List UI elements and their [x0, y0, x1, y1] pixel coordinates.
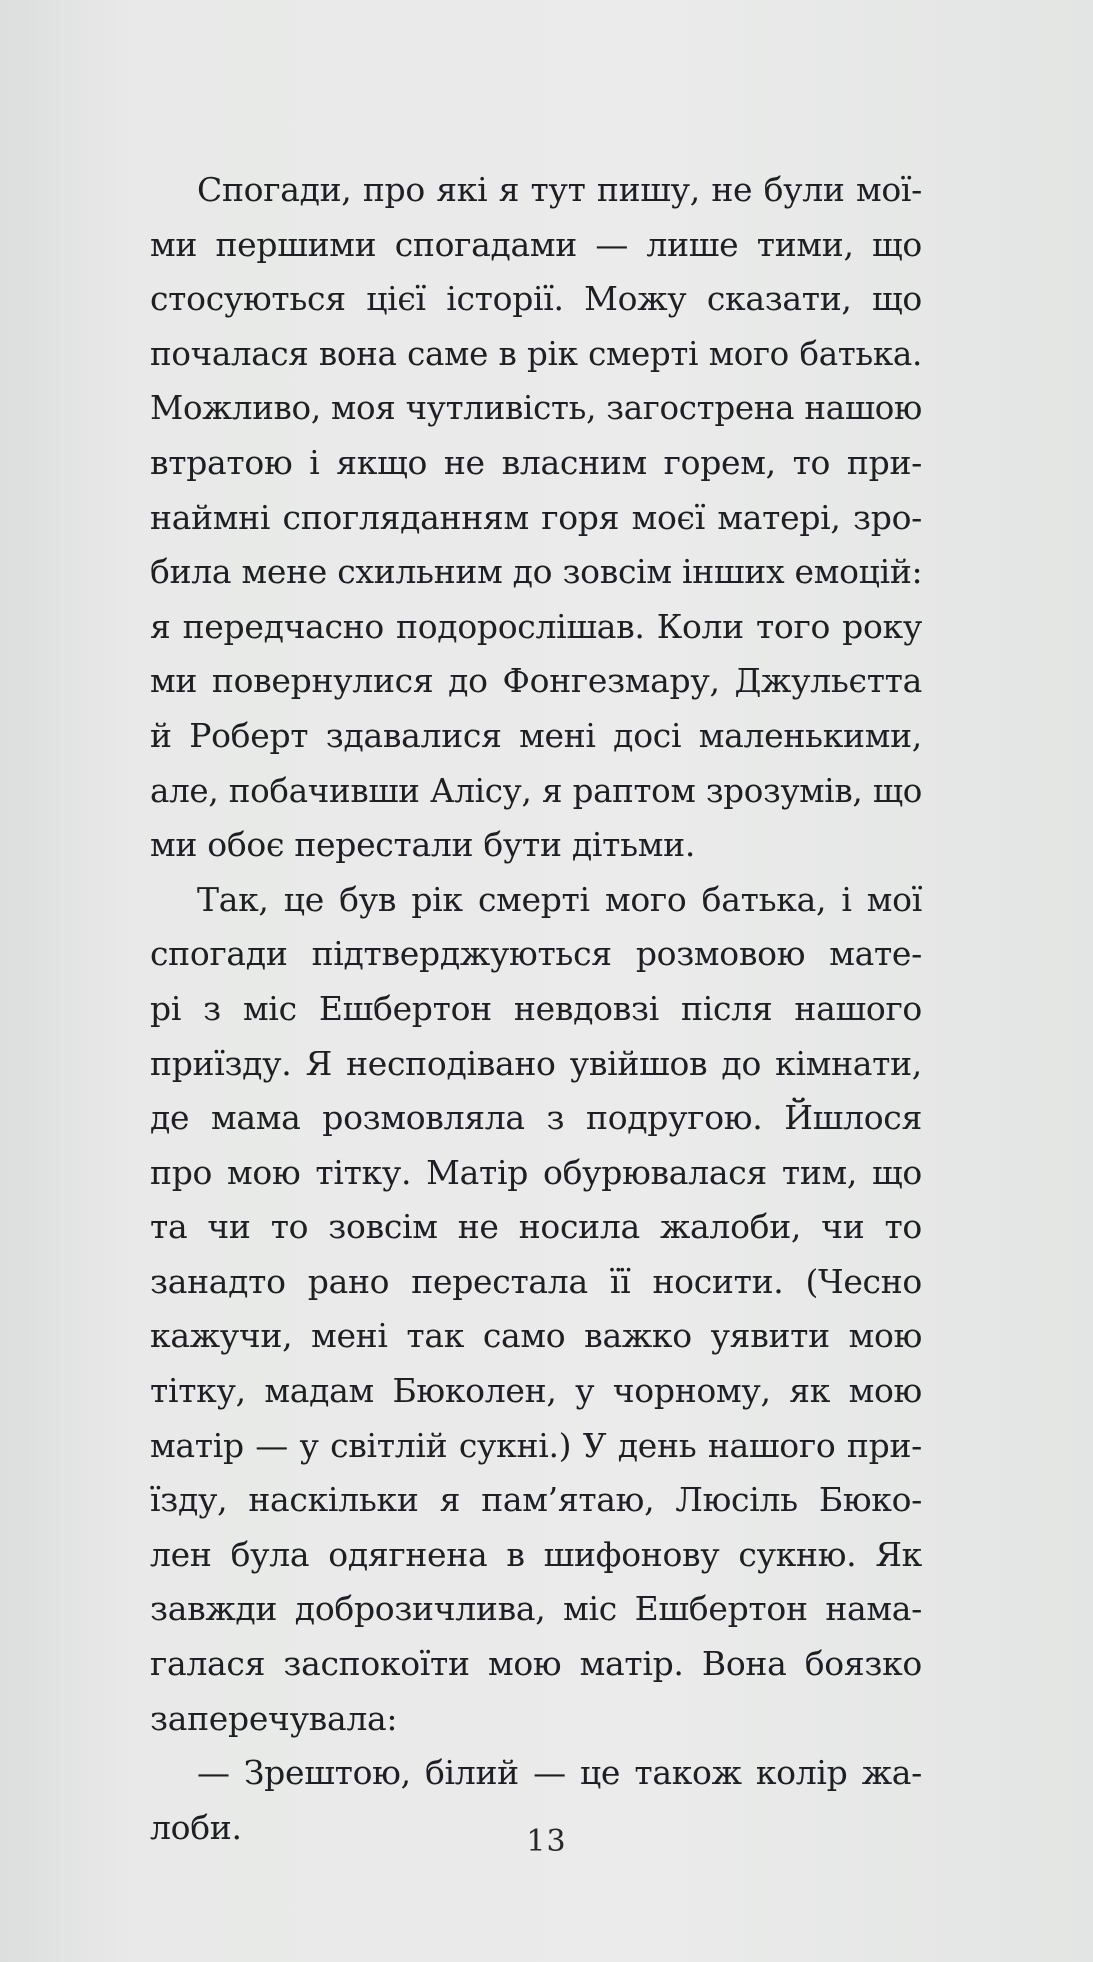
text-line: спогади підтверджуються розмовою мате-: [150, 934, 922, 974]
text-line: Спогади, про які я тут пишу, не були мої-: [197, 170, 922, 209]
text-line: та чи то зовсім не носила жалоби, чи то: [150, 1207, 922, 1247]
text-line: рі з міс Ешбертон невдовзі після нашого: [150, 988, 922, 1028]
text-line: била мене схильним до зовсім інших емоцій:: [150, 552, 923, 592]
text-line: галася заспокоїти мою матір. Вона боязко: [150, 1644, 922, 1684]
text-line: кажучи, мені так само важко уявити мою: [150, 1316, 922, 1356]
text-line: почалася вона саме в рік смерті мого батька.: [150, 334, 922, 373]
text-line: втратою і якщо не власним горем, то при-: [150, 442, 922, 482]
text-line: ми повернулися до Фонгезмару, Джульєтта: [150, 661, 922, 701]
text-line: матір — у світлій сукні.) У день нашого при-: [150, 1425, 922, 1465]
text-line: й Роберт здавалися мені досі маленькими,: [150, 715, 922, 755]
text-line: про мою тітку. Матір обурювалася тим, що: [150, 1152, 922, 1192]
text-line: стосуються цієї історії. Можу сказати, що: [150, 279, 922, 319]
text-line: наймні спогляданням горя моєї матері, зро-: [150, 497, 922, 537]
text-line: занадто рано перестала її носити. (Чесно: [150, 1261, 922, 1301]
text-line: ми першими спогадами — лише тими, що: [150, 224, 922, 264]
text-line: лен була одягнена в шифонову сукню. Як: [150, 1534, 922, 1574]
text-line: тітку, мадам Бюколен, у чорному, як мою: [150, 1371, 922, 1411]
text-line: приїзду. Я несподівано увійшов до кімнати,: [150, 1043, 922, 1083]
body-text: [150, 163, 922, 1855]
text-line: завжди доброзичлива, міс Ешбертон нама-: [150, 1589, 922, 1629]
text-line: Можливо, моя чутливість, загострена нашою: [150, 389, 922, 428]
page-number: 13: [526, 1824, 567, 1859]
text-line: але, побачивши Алісу, я раптом зрозумів, що: [150, 771, 922, 810]
text-line: де мама розмовляла з подругою. Йшлося: [150, 1098, 922, 1138]
text-line: лоби.: [150, 1807, 242, 1847]
text-line: заперечувала:: [150, 1698, 398, 1738]
text-line: їзду, наскільки я пам’ятаю, Люсіль Бюко-: [150, 1480, 922, 1520]
text-line: я передчасно подорослішав. Коли того року: [150, 606, 922, 646]
text-line: ми обоє перестали бути дітьми.: [150, 825, 696, 865]
text-line: — Зрештою, білий — це також колір жа-: [197, 1753, 922, 1793]
text-line: Так, це був рік смерті мого батька, і мої: [197, 879, 922, 919]
